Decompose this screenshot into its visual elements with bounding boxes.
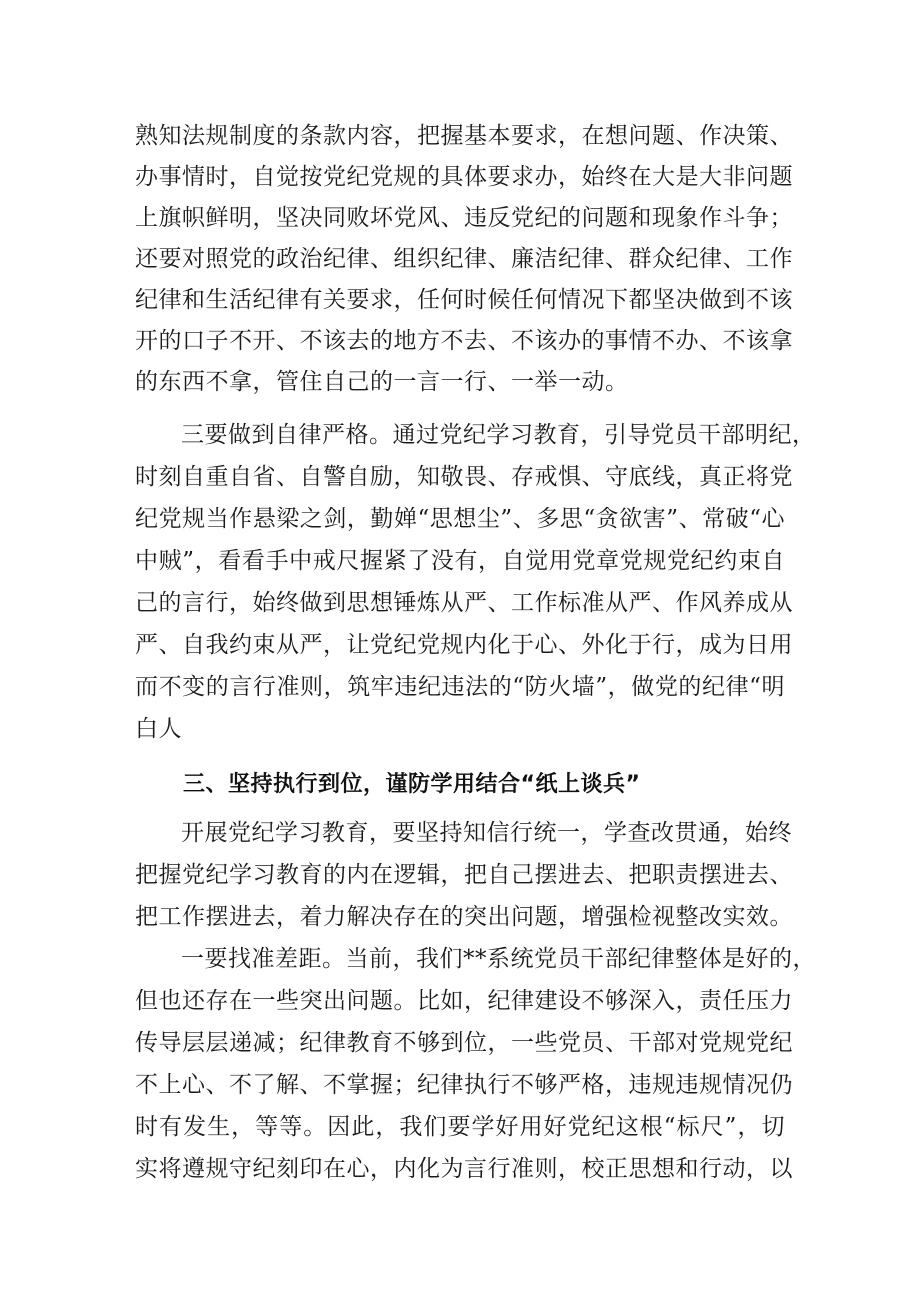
paragraph-line: 严、自我约束从严，让党纪党规内化于心、外化于行，成为日用 [135,632,793,658]
paragraph-line: 己的言行，始终做到思想锤炼从严、工作标准从严、作风养成从 [135,590,793,616]
paragraph-line: 开的口子不开、不该去的地方不去、不该办的事情不办、不该拿 [135,328,793,354]
paragraph-line: 纪律和生活纪律有关要求，任何时候任何情况下都坚决做到不该 [135,287,793,313]
paragraph-line: 的东西不拿，管住自己的一言一行、一举一动。 [135,369,629,395]
paragraph-line: 时刻自重自省、自警自励，知敬畏、存戒惧、守底线，真正将党 [135,464,793,490]
paragraph-line: 不上心、不了解、不掌握；纪律执行不够严格，违规违规情况仍 [135,1072,793,1098]
paragraph-line: 白人 [135,716,182,742]
paragraph-line: 中贼”，看看手中戒尺握紧了没有，自觉用党章党规党纪约束自 [135,548,785,574]
paragraph-line: 三要做到自律严格。通过党纪学习教育，引导党员干部明纪， [181,422,816,448]
paragraph-line: 开展党纪学习教育，要坚持知信行统一，学查改贯通，始终 [181,820,792,846]
paragraph-line: 把工作摆进去，着力解决存在的突出问题，增强检视整改实效。 [135,904,793,930]
paragraph-line: 而不变的言行准则，筑牢违纪违法的“防火墙”，做党的纪律“明 [135,674,785,700]
paragraph-line: 纪党规当作悬梁之剑，勤婵“思想尘”、多思“贪欲害”、常破“心 [135,506,785,532]
section-heading: 三、坚持执行到位，谨防学用结合“纸上谈兵” [183,772,641,797]
paragraph-line: 传导层层递减；纪律教育不够到位，一些党员、干部对党规党纪 [135,1030,793,1056]
paragraph-line: 办事情时，自觉按党纪党规的具体要求办，始终在大是大非问题 [135,164,793,190]
paragraph-line: 把握党纪学习教育的内在逻辑，把自己摆进去、把职责摆进去、 [135,862,793,888]
paragraph-line: 上旗帜鲜明，坚决同败坏党风、违反党纪的问题和现象作斗争； [135,205,793,231]
paragraph-line: 一要找准差距。当前，我们**系统党员干部纪律整体是好的， [181,946,816,972]
paragraph-line: 时有发生，等等。因此，我们要学好用好党纪这根“标尺”，切 [135,1114,785,1140]
paragraph-line: 还要对照党的政治纪律、组织纪律、廉洁纪律、群众纪律、工作 [135,246,793,272]
paragraph-line: 但也还存在一些突出问题。比如，纪律建设不够深入，责任压力 [135,988,793,1014]
paragraph-line: 实将遵规守纪刻印在心，内化为言行准则，校正思想和行动，以 [135,1156,793,1182]
paragraph-line: 熟知法规制度的条款内容，把握基本要求，在想问题、作决策、 [135,123,793,149]
